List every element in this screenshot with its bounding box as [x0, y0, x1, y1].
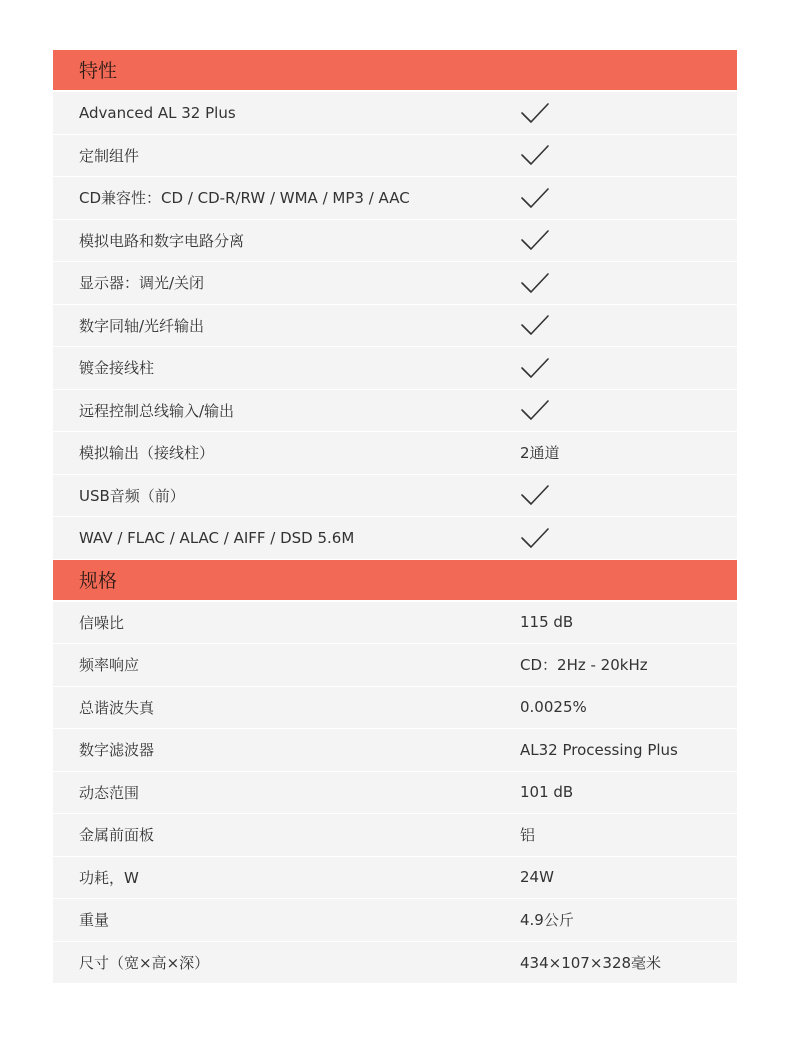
- feature-row: [53, 305, 737, 348]
- check-icon: [520, 526, 550, 550]
- spec-value: 4.9公斤: [520, 911, 574, 930]
- spec-row: [53, 602, 737, 645]
- feature-label: 定制组件: [79, 146, 140, 165]
- specs-header: 规格: [53, 560, 737, 602]
- spec-label: 功耗，W: [79, 868, 139, 887]
- spec-row: [53, 857, 737, 900]
- check-cell: [494, 186, 550, 210]
- spec-sheet: [53, 50, 737, 984]
- check-cell: [494, 271, 550, 295]
- spec-row: [53, 814, 737, 857]
- spec-value: 0.0025%: [520, 698, 587, 717]
- feature-label: CD兼容性：CD / CD-R/RW / WMA / MP3 / AAC: [79, 189, 410, 208]
- check-icon: [520, 143, 550, 167]
- check-icon: [520, 398, 550, 422]
- spec-row: [53, 729, 737, 772]
- check-icon: [520, 356, 550, 380]
- feature-label: 远程控制总线输入/输出: [79, 401, 235, 420]
- check-icon: [520, 483, 550, 507]
- check-cell: [494, 313, 550, 337]
- check-cell: [494, 101, 550, 125]
- spec-label: 总谐波失真: [79, 698, 155, 717]
- feature-label: WAV / FLAC / ALAC / AIFF / DSD 5.6M: [79, 528, 355, 547]
- feature-row: [53, 517, 737, 560]
- spec-row: [53, 687, 737, 730]
- check-cell: [494, 228, 550, 252]
- spec-label: 金属前面板: [79, 826, 155, 845]
- feature-row: [53, 475, 737, 518]
- check-cell: [494, 483, 550, 507]
- feature-label: 模拟输出（接线柱）: [79, 444, 215, 463]
- spec-label: 信噪比: [79, 613, 125, 632]
- feature-row: [53, 390, 737, 433]
- features-table: [53, 92, 737, 560]
- spec-value: CD：2Hz - 20kHz: [520, 656, 648, 675]
- spec-row: [53, 644, 737, 687]
- spec-value: 434×107×328毫米: [520, 953, 662, 972]
- check-icon: [520, 313, 550, 337]
- check-icon: [520, 186, 550, 210]
- feature-label: 镀金接线柱: [79, 359, 155, 378]
- specs-table: [53, 602, 737, 985]
- spec-value: 24W: [520, 868, 554, 887]
- feature-row: [53, 347, 737, 390]
- spec-label: 尺寸（宽×高×深）: [79, 953, 210, 972]
- spec-value: 铝: [520, 826, 536, 845]
- feature-label: 数字同轴/光纤输出: [79, 316, 205, 335]
- feature-row: [53, 177, 737, 220]
- feature-label: USB音频（前）: [79, 486, 185, 505]
- feature-row: [53, 135, 737, 178]
- spec-row: [53, 942, 737, 985]
- feature-row: [53, 92, 737, 135]
- check-cell: [494, 143, 550, 167]
- spec-label: 数字滤波器: [79, 741, 155, 760]
- feature-label: 显示器：调光/关闭: [79, 274, 205, 293]
- feature-row: [53, 432, 737, 475]
- feature-row: [53, 262, 737, 305]
- check-cell: [494, 356, 550, 380]
- spec-label: 重量: [79, 911, 110, 930]
- check-cell: [494, 398, 550, 422]
- spec-row: [53, 772, 737, 815]
- features-header: 特性: [53, 50, 737, 92]
- spec-label: 动态范围: [79, 783, 140, 802]
- spec-value: 115 dB: [520, 613, 574, 632]
- check-icon: [520, 271, 550, 295]
- feature-value: 2通道: [520, 444, 560, 463]
- spec-value: 101 dB: [520, 783, 574, 802]
- spec-value: AL32 Processing Plus: [520, 740, 678, 759]
- feature-label: Advanced AL 32 Plus: [79, 103, 236, 122]
- check-cell: [494, 526, 550, 550]
- spec-label: 频率响应: [79, 656, 140, 675]
- feature-label: 模拟电路和数字电路分离: [79, 231, 245, 250]
- check-icon: [520, 228, 550, 252]
- check-icon: [520, 101, 550, 125]
- spec-row: [53, 899, 737, 942]
- feature-row: [53, 220, 737, 263]
